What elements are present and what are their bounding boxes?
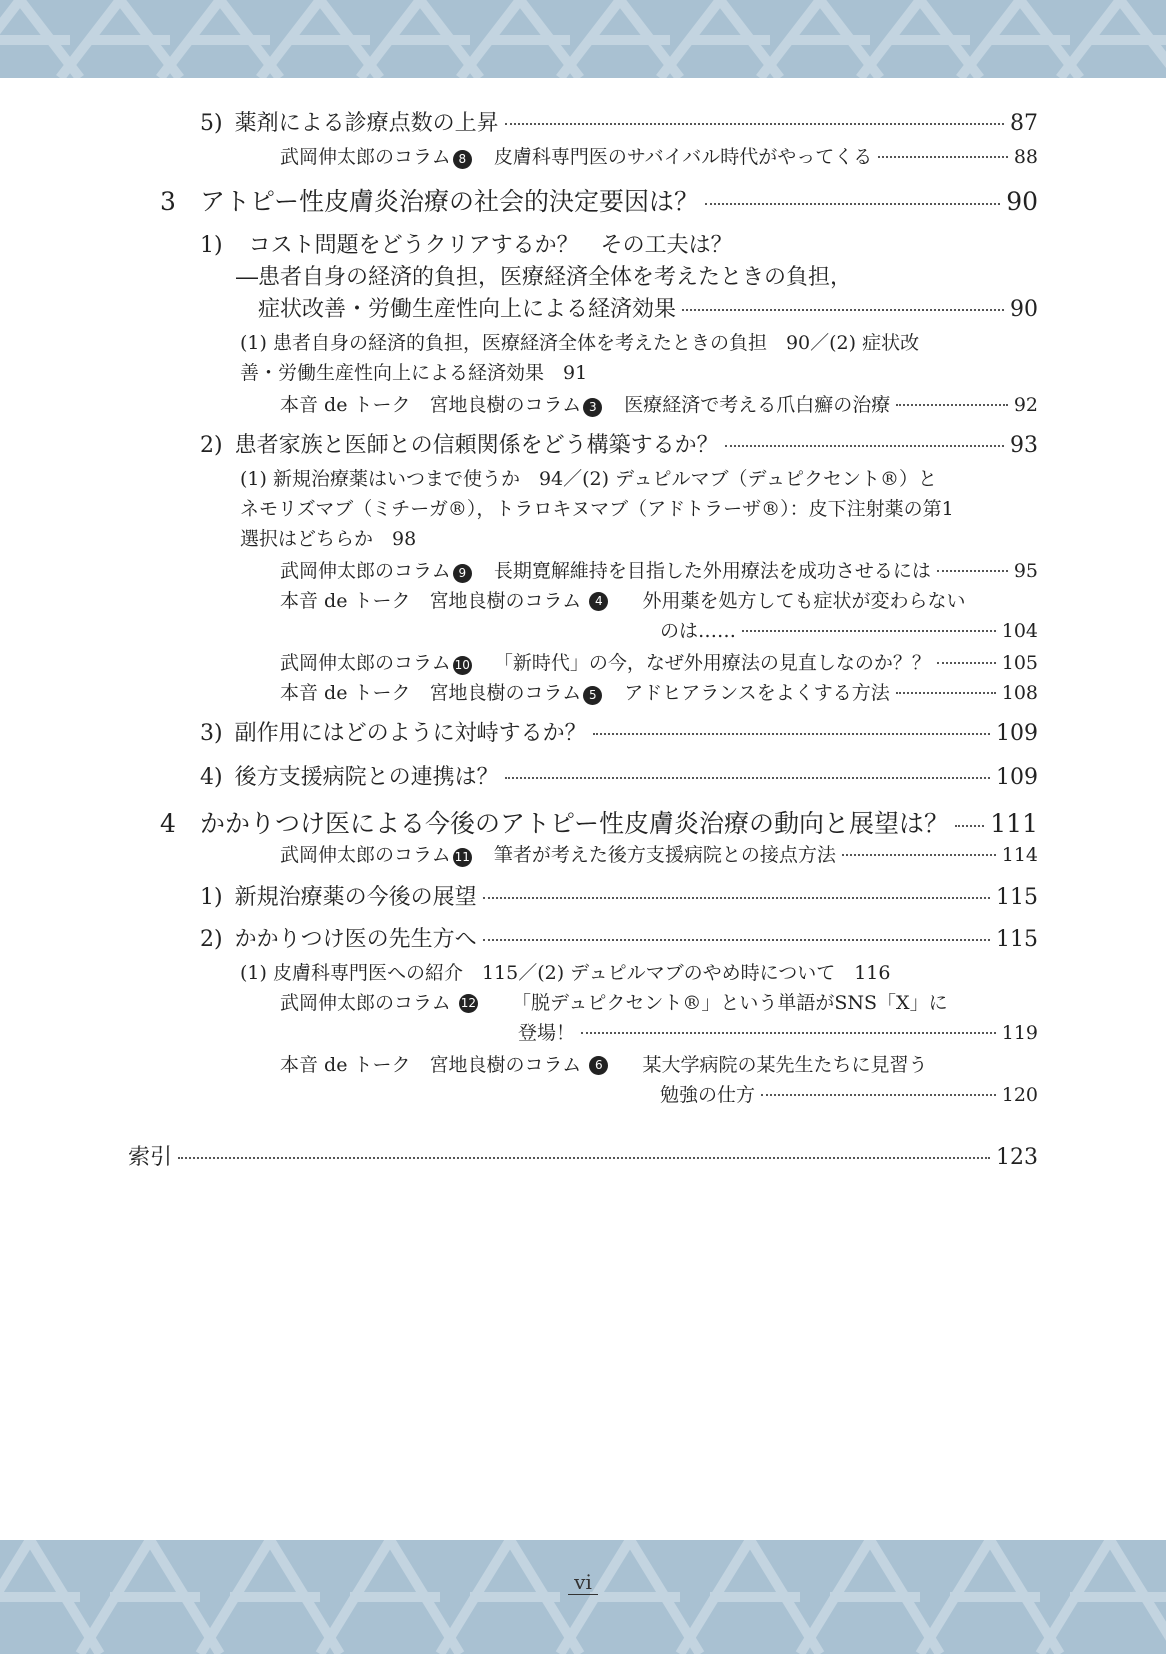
entry-page: 95 xyxy=(1013,560,1038,582)
entry-number: 2) xyxy=(200,433,223,458)
column-author: 武岡伸太郎のコラム xyxy=(280,560,451,582)
dot-leader xyxy=(955,825,984,827)
toc-column-entry[interactable] xyxy=(280,142,1038,169)
column-title: 皮膚科専門医のサバイバル時代がやってくる xyxy=(493,146,873,168)
dot-leader xyxy=(761,1094,996,1096)
toc-section-entry[interactable] xyxy=(160,182,1038,218)
entry-number: 1) xyxy=(200,885,223,910)
toc-index-entry[interactable] xyxy=(128,1140,1038,1171)
entry-number: 3) xyxy=(200,721,223,746)
toc-column-entry-title-line[interactable] xyxy=(280,988,948,1015)
column-author: 武岡伸太郎のコラム xyxy=(280,652,451,674)
toc-entry[interactable] xyxy=(200,922,1038,953)
entry-title: 症状改善・労働生産性向上による経済効果 xyxy=(258,297,677,322)
column-title: 某大学病院の某先生たちに見習う xyxy=(642,1054,928,1076)
toc-column-entry[interactable] xyxy=(280,390,1038,417)
subtopic-line: (1) 患者自身の経済的負担，医療経済全体を考えたときの負担 90／(2) 症状改 xyxy=(240,332,920,354)
dot-leader xyxy=(937,570,1008,572)
dot-leader xyxy=(705,203,1000,205)
column-title-continued: 勉強の仕方 xyxy=(660,1084,756,1106)
page-number xyxy=(0,1570,1166,1594)
entry-title: コスト問題をどうクリアするか？ その工夫は？ xyxy=(248,233,733,258)
column-author: 武岡伸太郎のコラム xyxy=(280,844,451,866)
dot-leader xyxy=(593,733,990,735)
entry-page: 123 xyxy=(996,1145,1038,1170)
dot-leader xyxy=(896,404,1008,406)
toc-column-entry[interactable] xyxy=(280,678,1038,705)
toc-entry[interactable] xyxy=(200,880,1038,911)
toc-column-entry[interactable] xyxy=(280,840,1038,867)
column-number-badge: 5 xyxy=(583,686,602,705)
column-title: 外用薬を処方しても症状が変わらない xyxy=(642,590,966,612)
entry-title: 患者家族と医師との信頼関係をどう構築するか？ xyxy=(234,433,719,458)
entry-page: 93 xyxy=(1010,433,1038,458)
column-author: 武岡伸太郎のコラム xyxy=(280,146,451,168)
entry-page: 109 xyxy=(996,765,1038,790)
entry-number: 4) xyxy=(200,765,223,790)
subtopic-line: (1) 皮膚科専門医への紹介 115／(2) デュピルマブのやめ時について 116 xyxy=(240,962,891,984)
dot-leader xyxy=(682,309,1004,311)
index-title: 索引 xyxy=(128,1145,173,1170)
dot-leader xyxy=(725,445,1004,447)
column-author: 本音 de トーク 宮地良樹のコラム xyxy=(280,1054,582,1076)
entry-page: 92 xyxy=(1013,394,1038,416)
entry-page: 90 xyxy=(1010,297,1038,322)
entry-page: 108 xyxy=(1001,682,1038,704)
toc-entry[interactable] xyxy=(200,716,1038,747)
dot-leader xyxy=(581,1032,996,1034)
toc-column-entry[interactable] xyxy=(280,648,1038,675)
toc-column-entry-title-line[interactable] xyxy=(280,1050,927,1077)
toc-entry-title-line[interactable] xyxy=(200,228,733,259)
column-title: アドヒアランスをよくする方法 xyxy=(624,682,890,704)
column-author: 本音 de トーク 宮地良樹のコラム xyxy=(280,682,582,704)
toc-column-entry[interactable] xyxy=(280,556,1038,583)
dot-leader xyxy=(896,692,996,694)
dot-leader xyxy=(483,897,990,899)
entry-page: 105 xyxy=(1001,652,1038,674)
entry-title: 新規治療薬の今後の展望 xyxy=(234,885,477,910)
page-number-text: vi xyxy=(568,1570,598,1595)
entry-page: 90 xyxy=(1006,187,1038,216)
entry-page: 115 xyxy=(996,927,1038,952)
entry-page: 111 xyxy=(990,809,1038,838)
column-number-badge: 11 xyxy=(453,848,472,867)
column-author: 本音 de トーク 宮地良樹のコラム xyxy=(280,590,582,612)
dot-leader xyxy=(878,156,1008,158)
column-number-badge: 10 xyxy=(453,656,472,675)
toc-entry[interactable] xyxy=(200,106,1038,137)
entry-title: かかりつけ医の先生方へ xyxy=(234,927,477,952)
toc-entry[interactable] xyxy=(258,292,1038,323)
entry-number: 1) xyxy=(200,233,223,258)
subtopic-line: (1) 新規治療薬はいつまで使うか 94／(2) デュピルマブ（デュピクセント®）と xyxy=(240,468,937,490)
entry-number: 5) xyxy=(200,111,223,136)
footer-pattern xyxy=(0,1540,1166,1654)
column-number-badge: 6 xyxy=(589,1056,608,1075)
column-title: 「脱デュピクセント®」という単語がSNS「X」に xyxy=(511,992,948,1014)
column-title: 長期寛解維持を目指した外用療法を成功させるには xyxy=(493,560,931,582)
toc-column-entry[interactable] xyxy=(660,1080,1038,1107)
entry-page: 119 xyxy=(1001,1022,1038,1044)
entry-page: 87 xyxy=(1010,111,1038,136)
entry-title: 副作用にはどのように対峙するか？ xyxy=(234,721,587,746)
column-author: 武岡伸太郎のコラム xyxy=(280,992,451,1014)
entry-page: 120 xyxy=(1001,1084,1038,1106)
footer-band xyxy=(0,1540,1166,1654)
column-number-badge: 12 xyxy=(459,994,478,1013)
dot-leader xyxy=(842,854,996,856)
column-title-continued: 登場！ xyxy=(518,1022,576,1044)
column-author: 本音 de トーク 宮地良樹のコラム xyxy=(280,394,582,416)
subtopic-line: ネモリズマブ（ミチーガ®），トラロキヌマブ（アドトラーザ®）：皮下注射薬の第1 xyxy=(240,498,954,520)
entry-title-continued: ―患者自身の経済的負担，医療経済全体を考えたときの負担， xyxy=(236,265,853,290)
column-title: 筆者が考えた後方支援病院との接点方法 xyxy=(493,844,836,866)
column-title-continued: のは…… xyxy=(660,620,737,642)
column-title: 医療経済で考える爪白癬の治療 xyxy=(624,394,891,416)
entry-number: 2) xyxy=(200,927,223,952)
dot-leader xyxy=(505,123,1004,125)
subtopic-line: 善・労働生産性向上による経済効果 91 xyxy=(240,362,588,384)
entry-page: 109 xyxy=(996,721,1038,746)
section-title: かかりつけ医による今後のアトピー性皮膚炎治療の動向と展望は？ xyxy=(200,809,950,838)
entry-page: 115 xyxy=(996,885,1038,910)
column-number-badge: 3 xyxy=(583,398,602,417)
header-pattern xyxy=(0,0,1166,78)
column-number-badge: 8 xyxy=(453,150,472,169)
toc-section-entry[interactable] xyxy=(160,804,1038,840)
entry-title: 後方支援病院との連携は？ xyxy=(234,765,499,790)
section-title: アトピー性皮膚炎治療の社会的決定要因は？ xyxy=(200,187,700,216)
header-band xyxy=(0,0,1166,78)
entry-page: 104 xyxy=(1001,620,1038,642)
dot-leader xyxy=(505,777,990,779)
dot-leader xyxy=(483,939,990,941)
entry-title: 薬剤による診療点数の上昇 xyxy=(234,111,499,136)
column-number-badge: 9 xyxy=(453,564,472,583)
toc-entry[interactable] xyxy=(200,760,1038,791)
dot-leader xyxy=(178,1157,990,1159)
section-number: 4 xyxy=(160,809,176,838)
subtopic-line: 選択はどちらか 98 xyxy=(240,528,417,550)
toc-entry[interactable] xyxy=(200,428,1038,459)
entry-page: 88 xyxy=(1013,146,1038,168)
entry-page: 114 xyxy=(1001,844,1038,866)
dot-leader xyxy=(937,662,996,664)
toc-column-entry-title-line[interactable] xyxy=(280,586,965,613)
column-number-badge: 4 xyxy=(589,592,608,611)
column-title: 「新時代」の今，なぜ外用療法の見直しなのか？？ xyxy=(493,652,931,674)
toc-column-entry[interactable] xyxy=(518,1018,1038,1045)
toc-column-entry[interactable] xyxy=(660,616,1038,643)
section-number: 3 xyxy=(160,187,176,216)
dot-leader xyxy=(742,630,996,632)
